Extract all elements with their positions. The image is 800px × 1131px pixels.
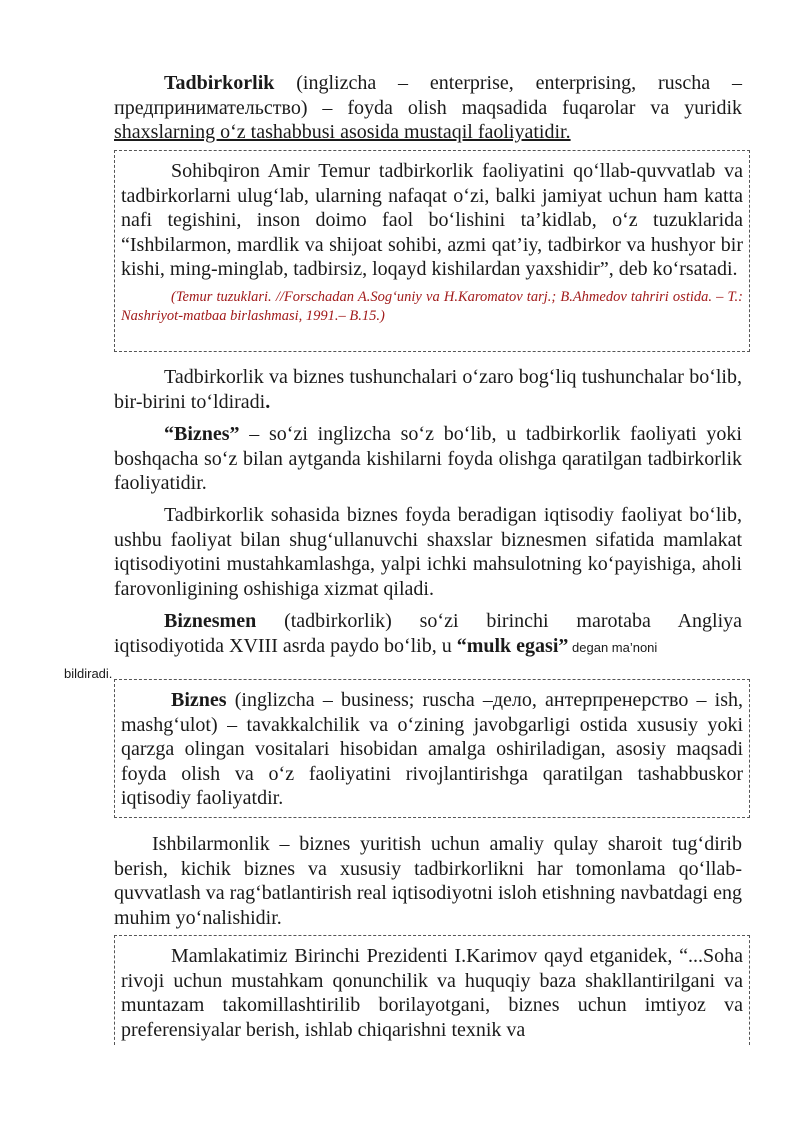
paragraph-ishbilarmonlik: Ishbilarmonlik – biznes yuritish uchun amaliy qulay sharoit tug‘dirib berish, kichik biznes va xususiy tadbirkorlikni har tomonlama qo‘llab-quvvatlash va rag‘batlantirish real iqtisodiyotni isloh etishning navbatdagi eng muhim yo‘nalishidir. xyxy=(114,833,742,929)
term-biznesmen: Biznesmen xyxy=(164,610,257,632)
definition-box-biznes xyxy=(114,679,750,818)
amir-temur-quote: Sohibqiron Amir Temur tadbirkorlik faoliyatini qo‘llab-quvvatlab va tadbirkorlarni ulug‘lab, ularning nafaqat o‘zi, balki jamiyat uchun ham katta nafi tegishini, inson doimo faol bo‘lishini ta’kidlab, o‘z tuzuklarida “Ishbilarmon, mardlik va shijoat sohibi, azmi qat’iy, tadbirkor va hushyor bir kishi, ming-minglab, tadbirsiz, loqayd kishilardan yaxshidir”, deb ko‘rsatadi. xyxy=(121,160,743,280)
quote-box-amir-temur xyxy=(114,150,750,352)
definition-biznesmen: Biznesmen (tadbirkorlik) so‘zi birinchi marotaba Angliya iqtisodiyotida XVIII asrda paydo bo‘lib, u “mulk egasi” degan ma’noni bildiradi. xyxy=(64,610,742,681)
definition-tadbirkorlik: Tadbirkorlik (inglizcha – enterprise, enterprising, ruscha – предпринимательство) – foyda olish maqsadida fuqarolar va yuridik shaxslarning o‘z tashabbusi asosida mustaqil faoliyatidir. xyxy=(114,72,742,143)
paragraph-tadbirkorlik-biznes: Tadbirkorlik va biznes tushunchalari o‘zaro bog‘liq tushunchalar bo‘lib, bir-birini to‘ldiradi. xyxy=(114,366,742,413)
biznes-definition: Biznes (inglizcha – business; ruscha –дело, антерпренерство – ish, mashg‘ulot) – tavakkalchilik va o‘zining javobgarligi ostida xususiy yoki qarzga olingan vositalari hisobidan amalga oshiriladigan, asosiy maqsadi foyda olish va o‘z faoliyatini rivojlantirishga qaratilgan tashabbuskor iqtisodiy faoliyatdir. xyxy=(121,689,743,809)
definition-biznes: “Biznes” – so‘zi inglizcha so‘z bo‘lib, u tadbirkorlik faoliyati yoki boshqacha so‘z bilan aytganda kishilarni foyda olishga qaratilgan tadbirkorlik faoliyatidir. xyxy=(114,423,742,494)
term-tadbirkorlik: Tadbirkorlik xyxy=(164,72,275,94)
paragraph-biznes-foyda: Tadbirkorlik sohasida biznes foyda beradigan iqtisodiy faoliyat bo‘lib, ushbu faoliyat bilan shug‘ullanuvchi shaxslar biznesmen sifatida mamlakat iqtisodiyotini mustahkamlashga, yalpi ichki mahsulotning ko‘payishiga, aholi farovonligining oshishiga xizmat qiladi. xyxy=(114,504,742,600)
term-biznes-quoted: “Biznes” xyxy=(164,423,240,445)
karimov-quote: Mamlakatimiz Birinchi Prezidenti I.Karimov qayd etganidek, “...Soha rivoji uchun mustahkam qonunchilik va huquqiy baza shakllantirilgani va muntazam takomillashtirilib borilayotgani, biznes uchun imtiyoz va preferensiyalar berish, ishlab chiqarishni texnik va xyxy=(121,945,743,1041)
term-mulk-egasi: “mulk egasi” xyxy=(456,634,569,657)
source-citation: (Temur tuzuklari. //Forschadan A.Sog‘uniy va H.Karomatov tarj.; B.Ahmedov tahriri ostida. – T.: Nashriyot-matbaa birlashmasi, 1991.– B.15.) xyxy=(121,288,743,324)
term-biznes: Biznes xyxy=(171,689,227,711)
quote-box-karimov xyxy=(114,935,750,1045)
